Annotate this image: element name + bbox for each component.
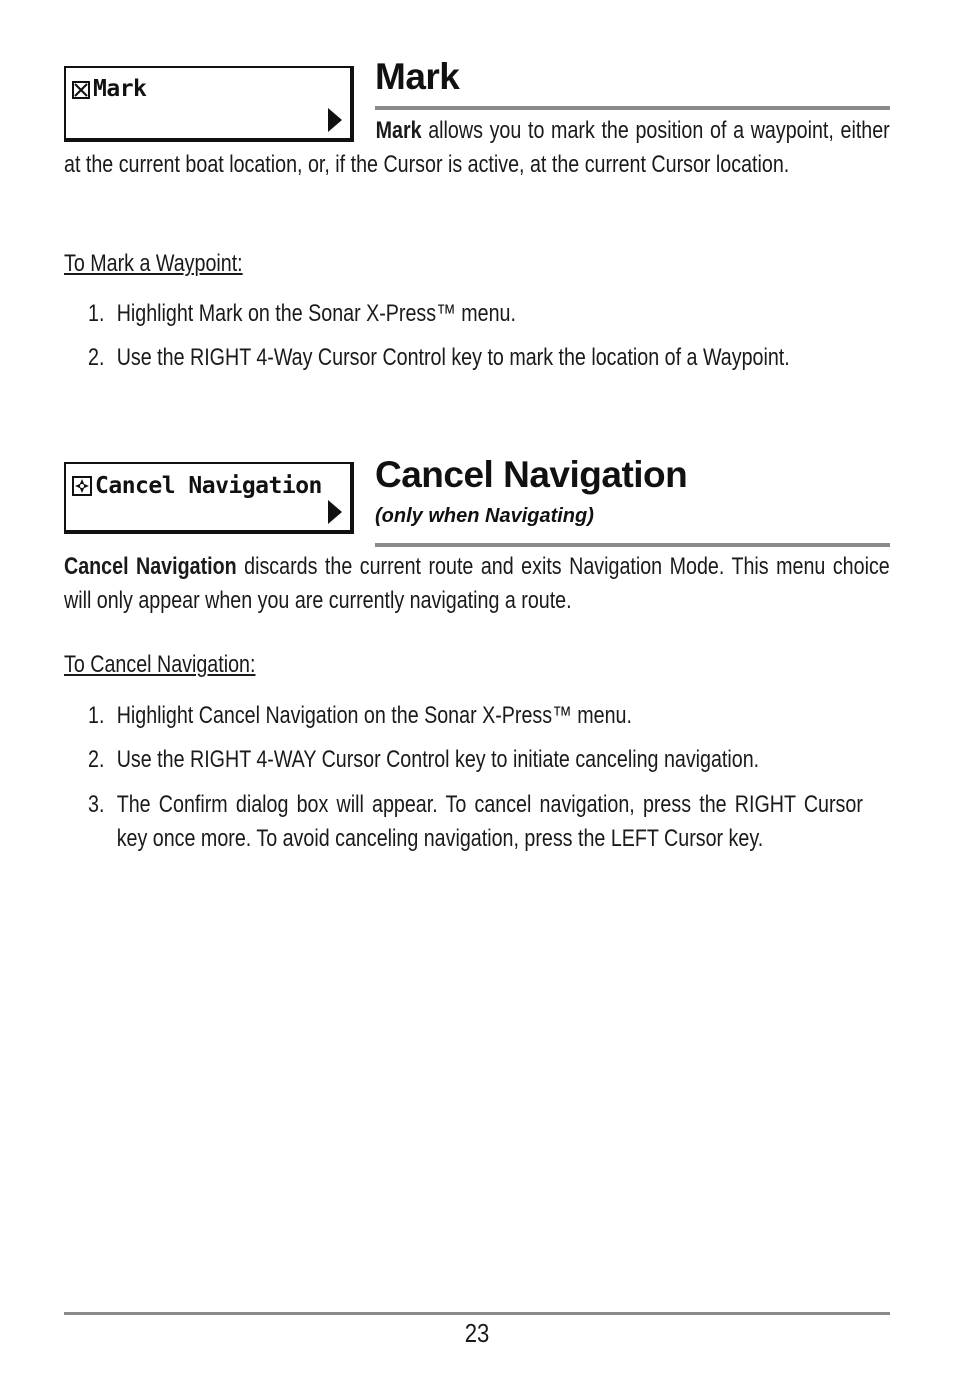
cancel-navigation-menu-item[interactable] [64, 462, 354, 534]
cancel-navigation-intro-paragraph [64, 550, 890, 618]
step-text: Highlight Mark on the Sonar X-Press™ menu. [116, 300, 516, 327]
cancel-step-2 [88, 743, 863, 777]
cancel-navigation-menu-label: Cancel Navigation [95, 473, 322, 499]
cancel-navigation-heading: Cancel Navigation [375, 454, 688, 495]
mark-step-2 [88, 341, 863, 375]
chevron-right-icon [328, 500, 342, 524]
mark-heading-rule [375, 106, 890, 110]
page-number: 23 [464, 1318, 490, 1348]
cancel-navigation-subtitle: (only when Navigating) [375, 505, 594, 527]
step-text: The Confirm dialog box will appear. To cancel navigation, press the RIGHT Cursor key once more. To avoid canceling navigation, press the LEFT Cursor key. [116, 791, 863, 852]
step-text: Highlight Cancel Navigation on the Sonar X-Press™ menu. [116, 702, 632, 729]
mark-intro-paragraph [64, 114, 890, 182]
step-text: Use the RIGHT 4-Way Cursor Control key to mark the location of a Waypoint. [116, 344, 790, 371]
navigation-icon [72, 476, 92, 496]
waypoint-mark-icon [72, 81, 90, 99]
step-number: 2. [88, 746, 105, 773]
step-number: 2. [88, 344, 105, 371]
mark-step-1 [88, 297, 863, 331]
step-text: Use the RIGHT 4-WAY Cursor Control key to initiate canceling navigation. [116, 746, 760, 773]
cancel-navigation-subheading: To Cancel Navigation: [64, 651, 256, 678]
cancel-navigation-intro-term: Cancel Navigation [64, 553, 237, 580]
mark-heading: Mark [375, 56, 460, 97]
cancel-step-1 [88, 699, 863, 733]
mark-intro-text: allows you to mark the position of a waypoint, either at the current boat location, or, if the Cursor is active, at the current Cursor location. [64, 117, 890, 178]
cancel-navigation-heading-rule [375, 543, 890, 547]
cancel-navigation-intro-text: discards the current route and exits Navigation Mode. This menu choice will only appear when you are currently navigating a route. [64, 553, 890, 614]
mark-subheading: To Mark a Waypoint: [64, 250, 243, 277]
cancel-step-3 [88, 788, 863, 856]
footer-rule [64, 1312, 890, 1315]
step-number: 1. [88, 702, 105, 729]
mark-menu-label: Mark [93, 76, 147, 102]
step-number: 1. [88, 300, 105, 327]
mark-intro-term: Mark [375, 117, 422, 144]
step-number: 3. [88, 791, 105, 818]
